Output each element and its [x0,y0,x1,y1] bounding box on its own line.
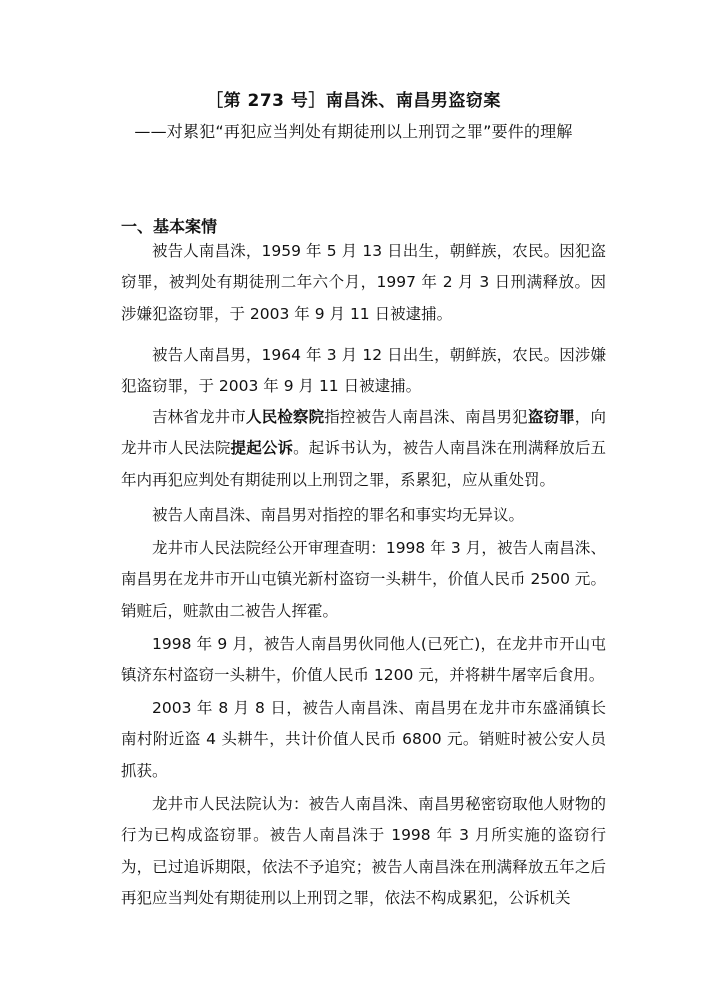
indictment-text-3: ，向龙井市人民法院 [121,408,606,458]
indictment-text-4: 。起诉书认为，被告人南昌洙在刑满释放后五年内再犯应判处有期徒刑以上刑罚之罪，系累犯，应从重处罚。 [121,439,606,489]
indictment-bold-procuratorate: 人民检察院 [245,408,325,426]
paragraph-no-objection: 被告人南昌洙、南昌男对指控的罪名和事实均无异议。 [152,506,525,524]
document-subtitle: ——对累犯“再犯应当判处有期徒刑以上刑罚之罪”要件的理解 [134,122,573,141]
document-title: ［第 273 号］南昌洙、南昌男盗窃案 [206,91,501,111]
paragraph-facts-1998-september: 1998 年 9 月，被告人南昌男伙同他人(已死亡)，在龙井市开山屯镇济东村盗窃一头耕牛，价值人民币 1200 元，并将耕牛屠宰后食用。 [121,635,606,685]
paragraph-indictment [121,402,606,496]
indictment-bold-crime: 盗窃罪 [527,408,575,426]
indictment-text-1: 吉林省龙井市 [152,408,246,426]
indictment-bold-prosecution: 提起公诉 [230,439,294,458]
paragraph-court-opinion: 龙井市人民法院认为：被告人南昌洙、南昌男秘密窃取他人财物的行为已构成盗窃罪。被告人南昌洙于 1998 年 3 月所实施的盗窃行为，已过追诉期限，依法不予追究；被告人南昌洙在刑满释放五年之后再犯应当判处有期徒刑以上刑罚之罪，依法不构成累犯，公诉机关 [121,795,606,907]
indictment-text-2: 指控被告人南昌洙、南昌男犯 [324,408,528,426]
section-heading: 一、基本案情 [121,217,218,236]
paragraph-facts-1998-march: 龙井市人民法院经公开审理查明：1998 年 3 月，被告人南昌洙、南昌男在龙井市开山屯镇光新村盗窃一头耕牛，价值人民币 2500 元。销赃后，赃款由二被告人挥霍。 [121,539,606,620]
paragraph-facts-2003: 2003 年 8 月 8 日，被告人南昌洙、南昌男在龙井市东盛涌镇长南村附近盗 4 头耕牛，共计价值人民币 6800 元。销赃时被公安人员抓获。 [121,699,606,780]
paragraph-defendant-1: 被告人南昌洙，1959 年 5 月 13 日出生，朝鲜族，农民。因犯盗窃罪，被判处有期徒刑二年六个月，1997 年 2 月 3 日刑满释放。因涉嫌犯盗窃罪，于 2003 年 9 月 11 日被逮捕。 [121,242,606,323]
paragraph-defendant-2: 被告人南昌男，1964 年 3 月 12 日出生，朝鲜族，农民。因涉嫌犯盗窃罪，于 2003 年 9 月 11 日被逮捕。 [121,346,606,396]
